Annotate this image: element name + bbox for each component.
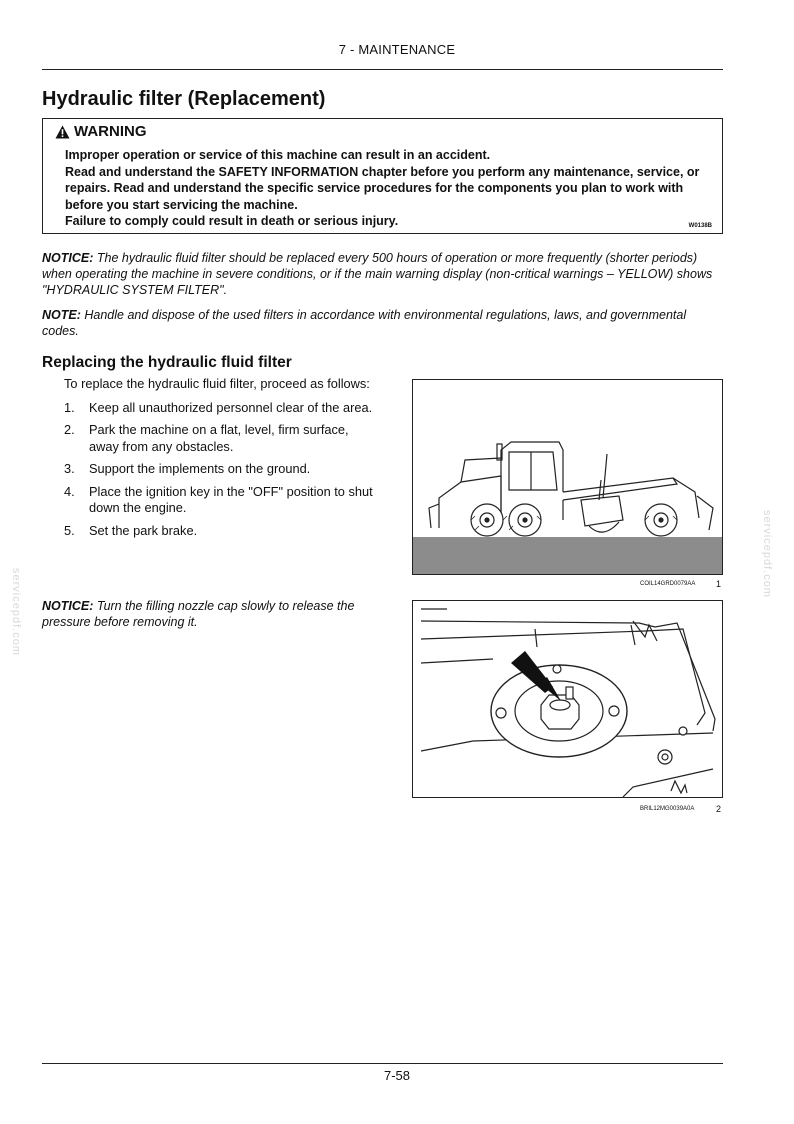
page-number: 7-58 — [383, 1068, 411, 1083]
warning-box — [42, 118, 723, 234]
figure-number: 1 — [716, 579, 722, 589]
step-item — [64, 484, 382, 517]
procedure-intro: To replace the hydraulic fluid filter, proceed as follows: — [64, 376, 370, 391]
warning-heading — [55, 123, 147, 140]
filler-cap-illustration — [412, 600, 723, 798]
warning-text — [65, 147, 705, 230]
note-text: Handle and dispose of the used filters in accordance with environmental regulations, laws, and governmental codes. — [42, 308, 687, 338]
step-text: Park the machine on a flat, level, firm surface, away from any obstacles. — [89, 422, 349, 454]
motor-grader-illustration — [412, 379, 723, 575]
step-item — [64, 461, 382, 478]
step-text: Set the park brake. — [89, 522, 198, 538]
step-number: 3. — [64, 461, 75, 476]
step-text: Support the implements on the ground. — [89, 461, 311, 476]
step-number: 4. — [64, 483, 75, 499]
step-item — [64, 523, 382, 540]
running-head: 7 - MAINTENANCE — [338, 42, 456, 57]
notice-text: The hydraulic fluid filter should be replaced every 500 hours of operation or more frequently (shorter periods) when operating the machine in severe conditions, or if the main warning display (non-critical warnings – YELLOW) shows "HYDRAULIC SYSTEM FILTER". — [42, 251, 713, 297]
header-rule — [42, 69, 723, 70]
watermark: servicepdf.com — [761, 510, 773, 598]
step-list — [64, 400, 382, 540]
figure-code: BRIL12MG0039A0A — [640, 806, 695, 812]
warning-line: Read and understand the SAFETY INFORMATION chapter before you perform any maintenance, service, or repairs. Read and understand the specific service procedures for the components you plan to work with before you start servicing the machine. — [65, 164, 700, 212]
step-text: Place the ignition key in the "OFF" position to shut down the engine. — [89, 483, 373, 515]
section-title: Replacing the hydraulic fluid filter — [42, 354, 292, 371]
notice-paragraph-2 — [42, 598, 382, 630]
figure-code: COIL14GRD0079AA — [640, 581, 696, 587]
step-number: 1. — [64, 399, 75, 415]
notice-label: NOTICE: — [42, 599, 94, 613]
page-title: Hydraulic filter (Replacement) — [42, 88, 326, 110]
notice-paragraph — [42, 250, 723, 298]
warning-triangle-icon — [55, 125, 70, 139]
note-label: NOTE: — [42, 308, 81, 322]
step-number: 5. — [64, 522, 75, 538]
warning-code: W0138B — [688, 223, 712, 229]
watermark: servicepdf.com — [10, 568, 22, 656]
footer-rule — [42, 1063, 723, 1064]
note-paragraph — [42, 307, 723, 339]
notice-text: Turn the filling nozzle cap slowly to release the pressure before removing it. — [42, 599, 355, 629]
figure-number: 2 — [716, 804, 722, 814]
warning-heading-label: WARNING — [74, 123, 147, 140]
step-item — [64, 400, 382, 417]
notice-label: NOTICE: — [42, 251, 94, 265]
step-item — [64, 422, 382, 455]
warning-line: Improper operation or service of this machine can result in an accident. — [65, 148, 491, 162]
step-text: Keep all unauthorized personnel clear of the area. — [89, 399, 373, 415]
procedure-steps — [64, 376, 382, 545]
warning-line: Failure to comply could result in death or serious injury. — [65, 214, 399, 228]
step-number: 2. — [64, 422, 75, 437]
